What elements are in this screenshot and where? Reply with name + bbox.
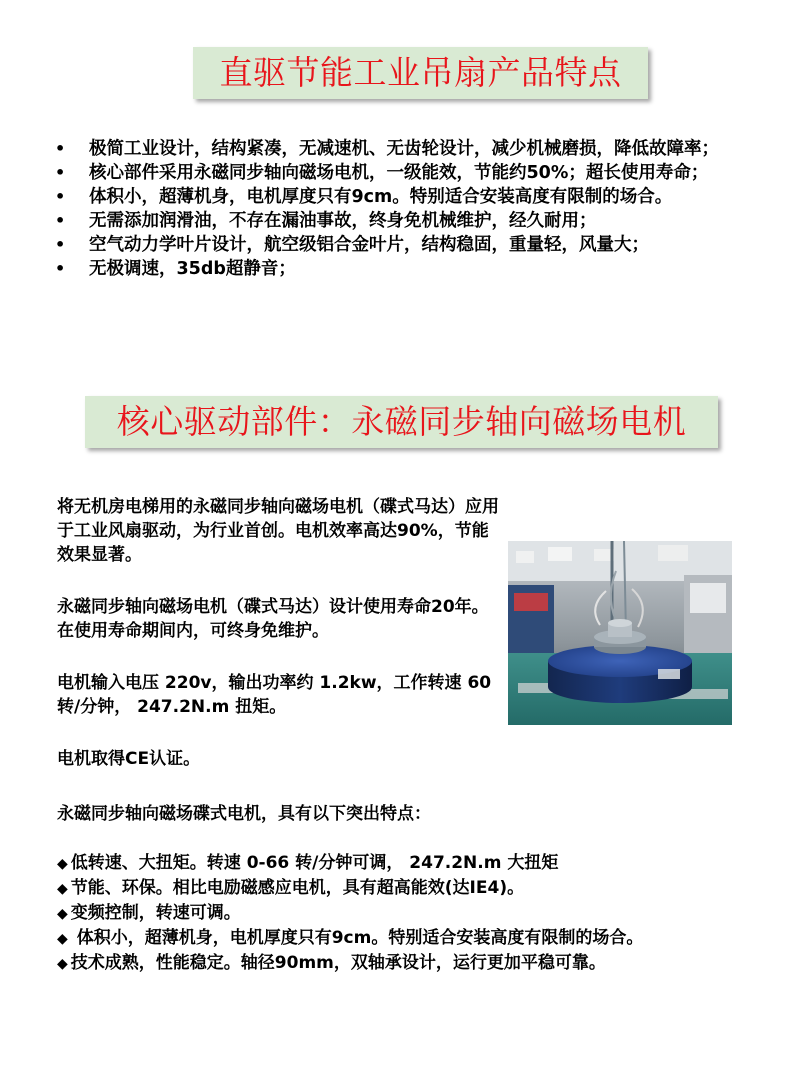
motor-feature-list	[57, 851, 757, 976]
list-item: • 极简工业设计，结构紧凑，无减速机、无齿轮设计，减少机械磨损，降低故障率；	[55, 139, 719, 159]
bullet-icon: •	[55, 139, 66, 158]
bullet-icon: •	[55, 163, 66, 182]
list-item: • 体积小，超薄机身，电机厚度只有9cm。特别适合安装高度有限制的场合。	[55, 187, 673, 207]
intro-paragraph: 将无机房电梯用的永磁同步轴向磁场电机（碟式马达）应用于工业风扇驱动，为行业首创。电机效率高达90%，节能效果显著。	[57, 497, 499, 565]
list-item: ◆ 变频控制，转速可调。	[57, 903, 241, 923]
diamond-bullet-icon: ◆	[57, 956, 68, 972]
list-item: • 核心部件采用永磁同步轴向磁场电机，一级能效，节能约50%；超长使用寿命；	[55, 163, 709, 183]
list-item: ◆ 低转速、大扭矩。转速 0-66 转/分钟可调， 247.2N.m 大扭矩	[57, 853, 559, 873]
list-item: ◆ 技术成熟，性能稳定。轴径90mm，双轴承设计，运行更加平稳可靠。	[57, 953, 606, 973]
list-item: ◆ 节能、环保。相比电励磁感应电机，具有超高能效(达IE4)。	[57, 878, 525, 898]
bullet-icon: •	[55, 211, 66, 230]
list-item: ◆ 体积小，超薄机身，电机厚度只有9cm。特别适合安装高度有限制的场合。	[57, 928, 644, 948]
bullet-icon: •	[55, 235, 66, 254]
bullet-icon: •	[55, 259, 66, 278]
spec-paragraph: 电机输入电压 220v，输出功率约 1.2kw，工作转速 60 转/分钟， 247.2N.m 扭矩。	[57, 673, 492, 717]
list-item: • 无极调速，35db超静音；	[55, 259, 296, 279]
section-title-product-features: 直驱节能工业吊扇产品特点	[193, 47, 648, 99]
section-title-core-motor: 核心驱动部件：永磁同步轴向磁场电机	[85, 396, 718, 448]
diamond-bullet-icon: ◆	[57, 856, 68, 872]
diamond-bullet-icon: ◆	[57, 906, 68, 922]
list-item: • 空气动力学叶片设计，航空级铝合金叶片，结构稳固，重量轻，风量大；	[55, 235, 649, 255]
lifetime-paragraph: 永磁同步轴向磁场电机（碟式马达）设计使用寿命20年。在使用寿命期间内，可终身免维护。	[57, 597, 489, 641]
motor-photo	[508, 541, 732, 725]
features-intro-paragraph: 永磁同步轴向磁场碟式电机，具有以下突出特点：	[57, 804, 431, 824]
diamond-bullet-icon: ◆	[57, 881, 68, 897]
certification-paragraph: 电机取得CE认证。	[57, 749, 201, 769]
list-item: • 无需添加润滑油，不存在漏油事故，终身免机械维护，经久耐用；	[55, 211, 597, 231]
product-feature-list	[55, 137, 760, 281]
diamond-bullet-icon: ◆	[57, 931, 68, 947]
bullet-icon: •	[55, 187, 66, 206]
